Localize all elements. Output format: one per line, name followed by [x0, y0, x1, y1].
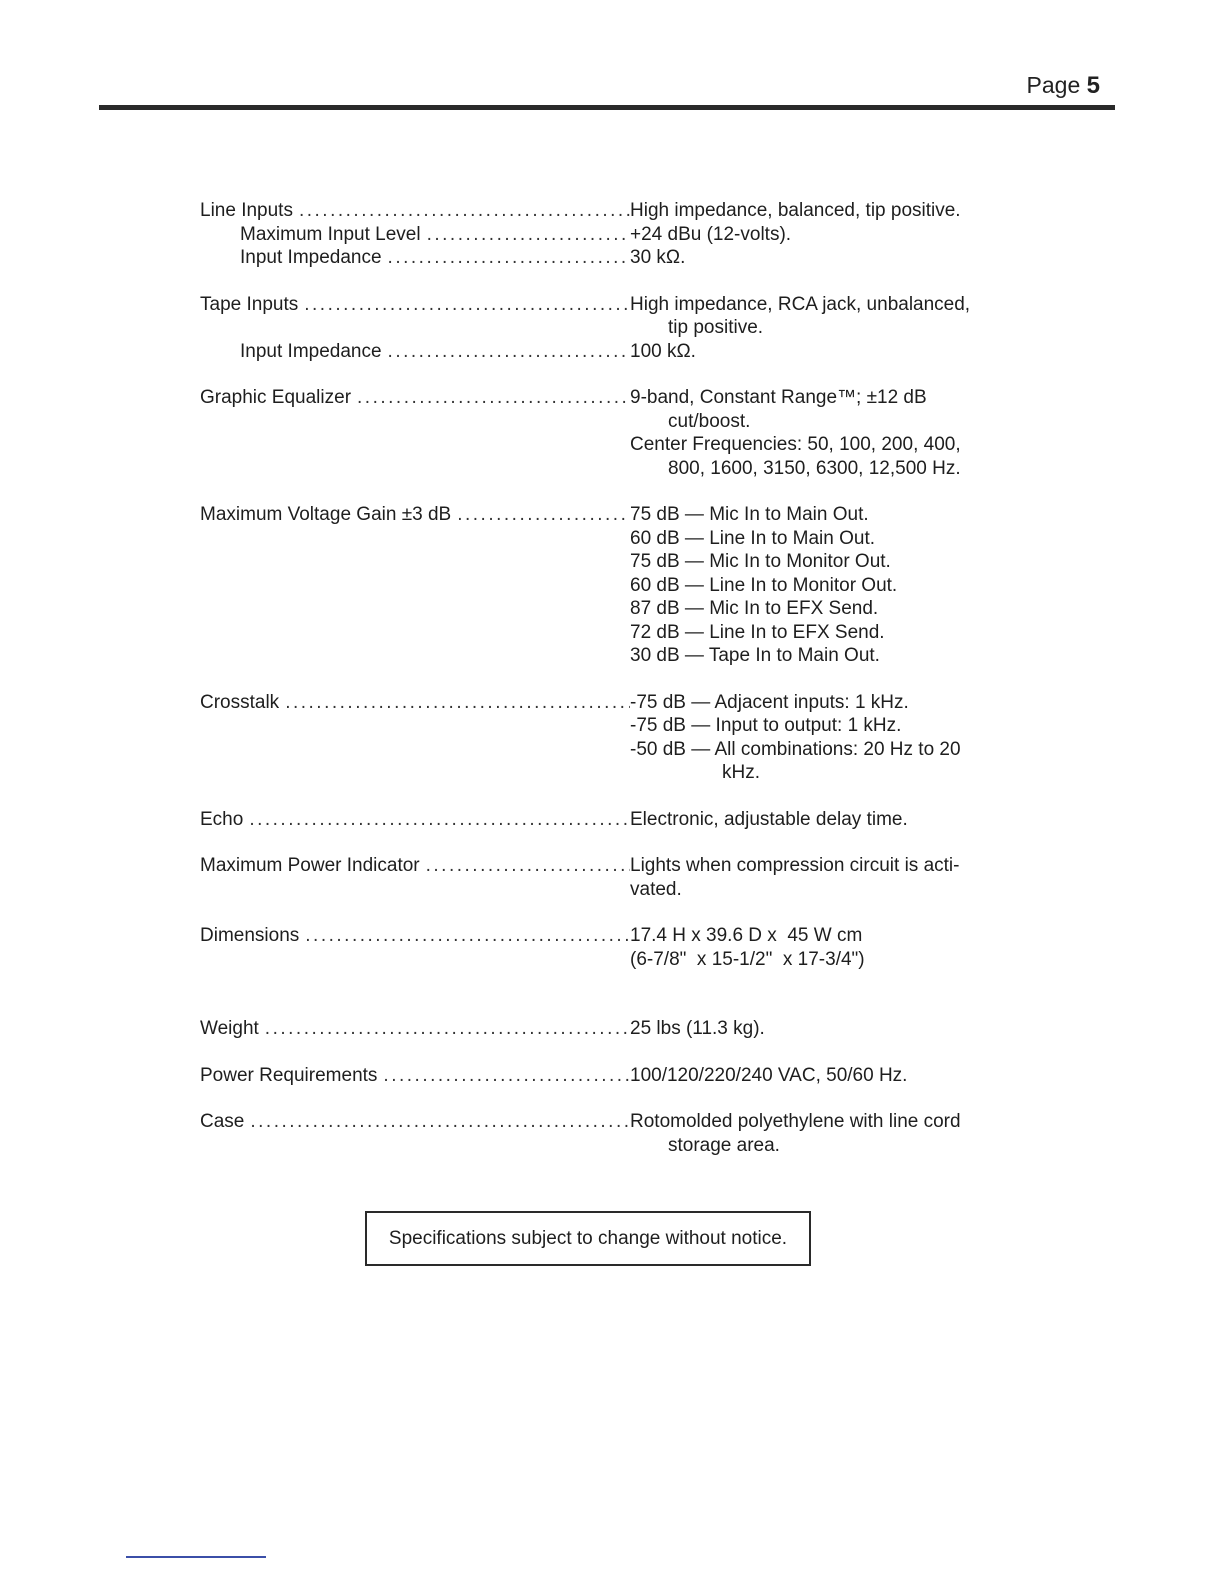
spec-value: 75 dB — Mic In to Monitor Out. [630, 551, 891, 572]
spec-label: Case [200, 1111, 245, 1132]
spec-line-inputs [200, 199, 1000, 223]
spec-value: 30 kΩ. [630, 247, 686, 268]
spec-value: High impedance, balanced, tip positive. [630, 200, 961, 221]
spec-value: 100 kΩ. [630, 340, 696, 362]
spec-label: Line Inputs [200, 200, 293, 221]
spec-dimensions [200, 924, 1000, 971]
spec-label: Echo [200, 808, 244, 830]
spec-value-cont: kHz. [722, 762, 760, 783]
spec-value: Rotomolded polyethylene with line cord [630, 1111, 961, 1132]
spec-value-cont: cut/boost. [668, 410, 751, 432]
leader-dots [388, 340, 630, 364]
spec-echo [200, 808, 1000, 832]
header-rule [99, 105, 1115, 110]
spec-value: Lights when compression circuit is acti- [630, 855, 960, 876]
spec-value: Center Frequencies: 50, 100, 200, 400, [630, 434, 961, 455]
spec-max-power-indicator [200, 854, 1000, 901]
spec-graphic-equalizer [200, 386, 1000, 480]
leader-dots [305, 924, 630, 971]
spec-value: 30 dB — Tape In to Main Out. [630, 645, 880, 666]
leader-dots [304, 293, 630, 340]
spec-value: 75 dB — Mic In to Main Out. [630, 504, 869, 525]
notice-box [365, 1211, 811, 1266]
spec-tape-inputs [200, 293, 1000, 340]
spec-label: Weight [200, 1018, 259, 1039]
spec-value: -75 dB — Input to output: 1 kHz. [630, 715, 902, 736]
spec-label: Crosstalk [200, 691, 280, 713]
spec-label: Power Requirements [200, 1064, 378, 1086]
leader-dots [250, 1110, 630, 1157]
spec-value-cont: 800, 1600, 3150, 6300, 12,500 Hz. [668, 457, 961, 479]
spec-input-impedance-tape [200, 340, 1000, 364]
spec-value-cont: (6-7/8" x 15-1/2" x 17-3/4") [630, 948, 865, 970]
leader-dots [426, 854, 630, 901]
spec-value: 100/120/220/240 VAC, 50/60 Hz. [630, 1064, 908, 1086]
spec-max-input-level [200, 223, 1000, 247]
notice-text: Specifications subject to change without notice. [388, 1227, 788, 1249]
spec-label: Input Impedance [240, 340, 382, 362]
spec-value: +24 dBu (12-volts). [630, 223, 792, 245]
spec-value: 25 lbs (11.3 kg). [630, 1018, 765, 1039]
spec-value: -75 dB — Adjacent inputs: 1 kHz. [630, 691, 909, 713]
spec-weight [200, 1017, 1000, 1041]
footer-line [126, 1556, 266, 1558]
leader-dots [249, 808, 630, 832]
spec-value: High impedance, RCA jack, unbalanced, [630, 293, 971, 315]
page-number: 5 [1086, 72, 1100, 99]
spec-value-cont: vated. [630, 878, 682, 900]
spec-value: 72 dB — Line In to EFX Send. [630, 621, 885, 643]
leader-dots [383, 1064, 630, 1088]
leader-dots [285, 691, 630, 785]
spec-label: Maximum Power Indicator [200, 855, 420, 876]
leader-dots [357, 386, 630, 480]
leader-dots [265, 1017, 630, 1041]
spec-list [200, 199, 1000, 1157]
page-label: Page [1026, 72, 1081, 98]
spec-value: 17.4 H x 39.6 D x 45 W cm [630, 925, 863, 946]
spec-case [200, 1110, 1000, 1157]
spec-value: -50 dB — All combinations: 20 Hz to 20 [630, 738, 961, 760]
spec-value: 60 dB — Line In to Monitor Out. [630, 574, 898, 596]
spec-max-voltage-gain [200, 503, 1000, 668]
leader-dots [427, 223, 630, 247]
spec-label: Maximum Input Level [240, 223, 421, 245]
spec-label: Dimensions [200, 925, 300, 946]
spec-value: 60 dB — Line In to Main Out. [630, 527, 876, 549]
leader-dots [457, 503, 630, 668]
leader-dots [388, 246, 630, 270]
leader-dots [299, 199, 630, 223]
spec-input-impedance-line [200, 246, 1000, 270]
spec-value-cont: storage area. [668, 1134, 780, 1156]
spec-value: 9-band, Constant Range™; ±12 dB [630, 387, 927, 408]
spec-label: Tape Inputs [200, 293, 299, 315]
spec-value: Electronic, adjustable delay time. [630, 808, 908, 830]
spec-label: Graphic Equalizer [200, 387, 352, 408]
page-header [0, 72, 1100, 100]
spec-value: 87 dB — Mic In to EFX Send. [630, 598, 879, 619]
spec-value-cont: tip positive. [668, 317, 764, 338]
spec-label: Input Impedance [240, 247, 382, 268]
spec-power-requirements [200, 1064, 1000, 1088]
spec-crosstalk [200, 691, 1000, 785]
spec-label: Maximum Voltage Gain ±3 dB [200, 504, 452, 525]
